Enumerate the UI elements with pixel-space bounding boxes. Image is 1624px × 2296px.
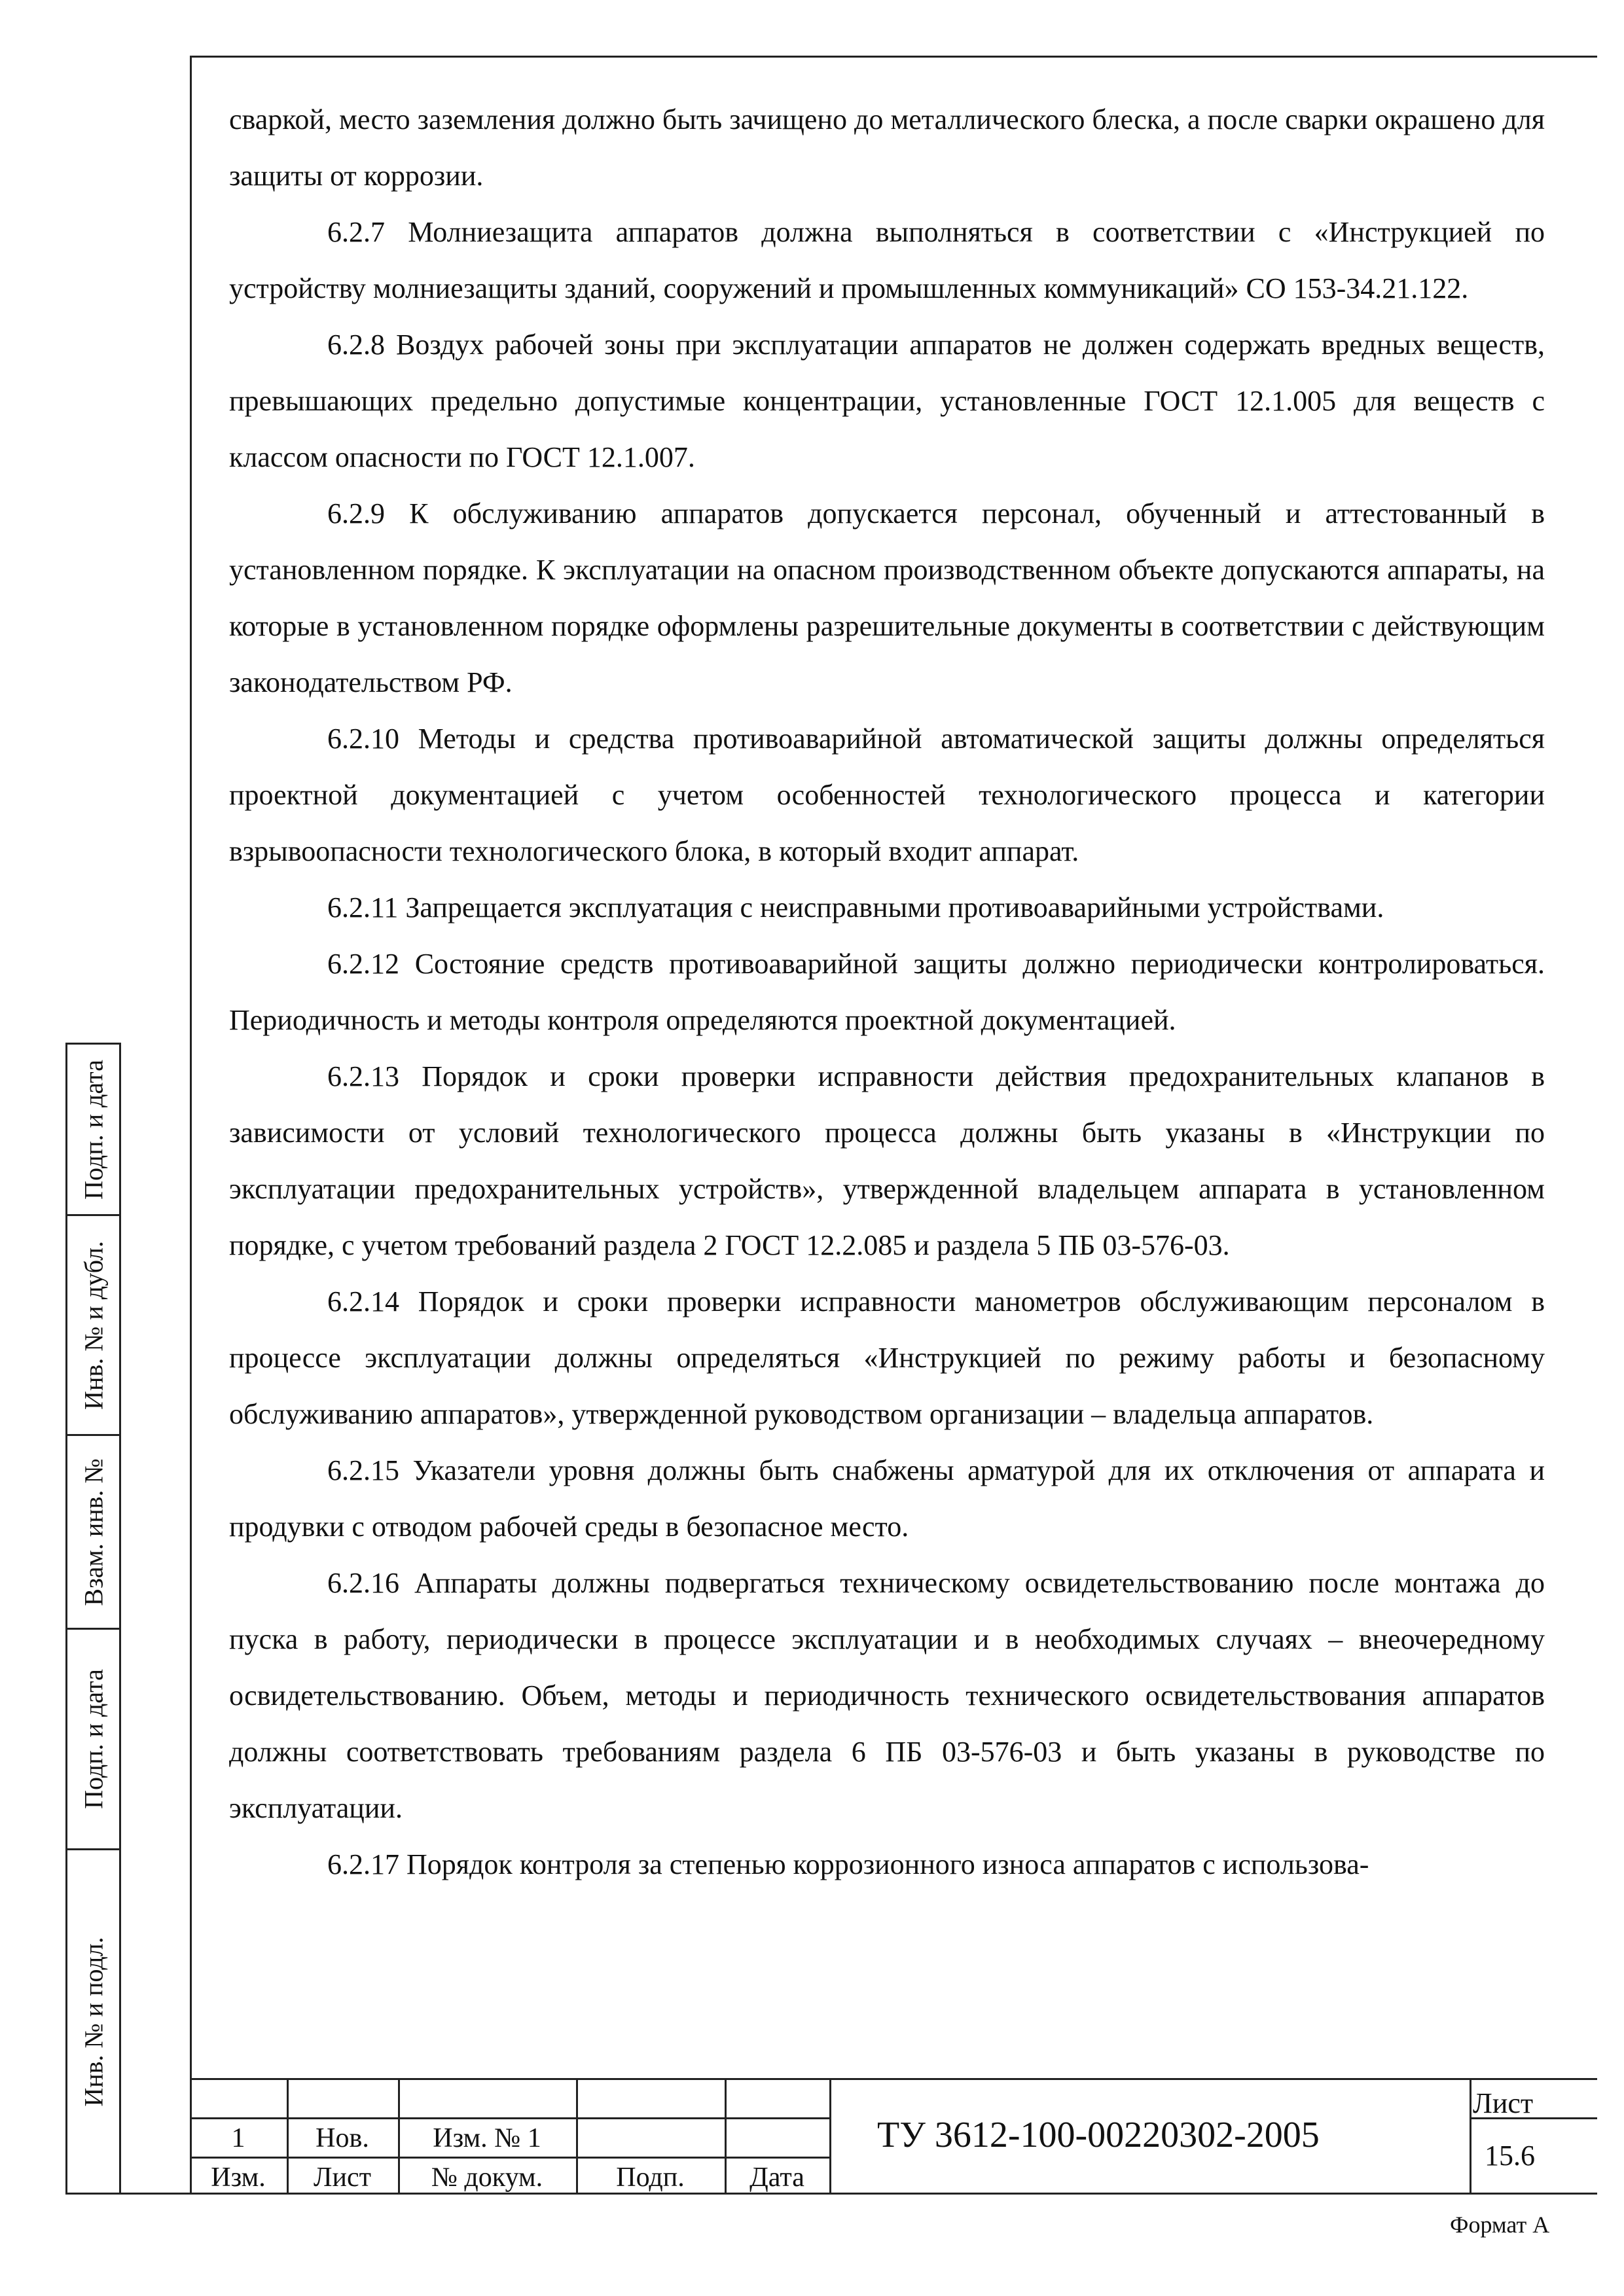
side-cell-sign-date-2 <box>65 1628 121 1848</box>
side-cell-replace-inv <box>65 1434 121 1628</box>
title-block-top-line <box>190 2078 1597 2080</box>
side-label-inv-orig: Инв. № и подл. <box>79 1936 108 2107</box>
format-label: Формат А <box>1450 2212 1550 2238</box>
rev-change: 1 <box>231 2123 245 2153</box>
paragraph: 6.2.16 Аппараты должны подвергаться техническому освидетельствованию после монтажа до пуска в работу, периодически в процессе эксплуатации и в необходимых случаях – внеочередному освидетельствованию. Объем, методы и периодичность технического освидетельствования аппаратов должны соответствовать требованиям раздела 6 ПБ 03-576-03 и быть указаны в руководстве по эксплуатации. <box>229 1567 1545 1824</box>
paragraph: 6.2.11 Запрещается эксплуатация с неисправными противоаварийными устройствами. <box>327 891 1384 924</box>
side-label-sign-date-2: Подп. и дата <box>79 1669 108 1809</box>
sheet-label: Лист <box>1473 2087 1534 2119</box>
col-line-5 <box>829 2078 831 2195</box>
col-sign-label: Подп. <box>616 2162 685 2193</box>
paragraph: 6.2.17 Порядок контроля за степенью коррозионного износа аппаратов с использова- <box>327 1848 1369 1880</box>
paragraph: 6.2.12 Состояние средств противоаварийной защиты должно периодически контролироваться. Периодичность и методы контроля определяются проектной документацией. <box>229 948 1545 1036</box>
paragraph: 6.2.7 Молниезащита аппаратов должна выполняться в соответствии с «Инструкцией по устройству молниезащиты зданий, сооружений и промышленных коммуникаций» СО 153-34.21.122. <box>229 216 1545 304</box>
col-sheet-label: Лист <box>314 2162 371 2193</box>
paragraph: 6.2.13 Порядок и сроки проверки исправности действия предохранительных клапанов в зависимости от условий технологического процесса должны быть указаны в «Инструкции по эксплуатации предохранительных устройств», утвержденной владельцем аппарата в установленном порядке, с учетом требований раздела 2 ГОСТ 12.2.085 и раздела 5 ПБ 03-576-03. <box>229 1060 1545 1261</box>
rev-sheet: Нов. <box>316 2123 369 2153</box>
sheet-number: 15.6 <box>1485 2140 1535 2172</box>
paragraph: 6.2.15 Указатели уровня должны быть снабжены арматурой для их отключения от аппарата и продувки с отводом рабочей среды в безопасное место. <box>229 1454 1545 1543</box>
paragraph: 6.2.8 Воздух рабочей зоны при эксплуатации аппаратов не должен содержать вредных веществ, превышающих предельно допустимые концентрации, установленные ГОСТ 12.1.005 для веществ с классом опасности по ГОСТ 12.1.007. <box>229 329 1545 473</box>
side-label-inv-dup: Инв. № и дубл. <box>79 1240 108 1410</box>
title-block-row-line-1 <box>190 2117 831 2119</box>
paragraph: 6.2.9 К обслуживанию аппаратов допускается персонал, обученный и аттестованный в установленном порядке. К эксплуатации на опасном производственном объекте допускаются аппараты, на которые в установленном порядке оформлены разрешительные документы в соответствии с действующим законодательством РФ. <box>229 497 1545 698</box>
side-cell-inv-orig <box>65 1848 121 2193</box>
col-date-label: Дата <box>749 2162 804 2193</box>
side-label-replace-inv: Взам. инв. № <box>79 1458 108 1606</box>
body-text <box>229 92 1545 1893</box>
col-change-label: Изм. <box>211 2162 266 2193</box>
rev-doc: Изм. № 1 <box>433 2123 541 2153</box>
paragraph: 6.2.14 Порядок и сроки проверки исправности манометров обслуживающим персоналом в процессе эксплуатации должны определяться «Инструкцией по режиму работы и безопасному обслуживанию аппаратов», утвержденной руководством организации – владельца аппаратов. <box>229 1285 1545 1430</box>
side-cell-sign-date-1 <box>65 1043 121 1214</box>
title-block-row-line-2 <box>190 2157 831 2159</box>
paragraph: сваркой, место заземления должно быть зачищено до металлического блеска, а после сварки окрашено для защиты от коррозии. <box>229 103 1545 192</box>
side-cell-inv-dup <box>65 1214 121 1434</box>
col-doc-label: № докум. <box>431 2162 543 2193</box>
paragraph: 6.2.10 Методы и средства противоаварийной автоматической защиты должны определяться проектной документацией с учетом особенностей технологического процесса и категории взрывоопасности технологического блока, в который входит аппарат. <box>229 723 1545 867</box>
side-stamp <box>65 1043 190 2195</box>
col-line-6 <box>1470 2078 1471 2195</box>
side-label-sign-date-1: Подп. и дата <box>79 1059 108 1200</box>
document-code: ТУ 3612-100-00220302-2005 <box>877 2115 1320 2155</box>
